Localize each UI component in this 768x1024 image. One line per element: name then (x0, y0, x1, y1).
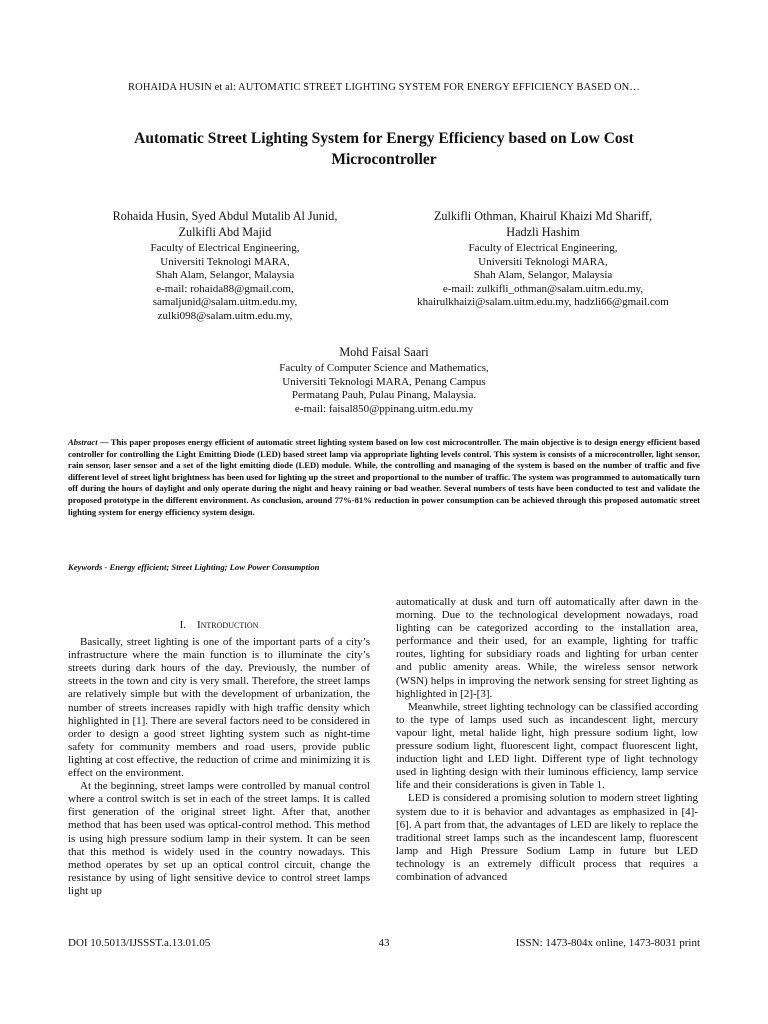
keywords: Keywords - Energy efficient; Street Lighting; Low Power Consumption (68, 562, 320, 572)
affiliation-line: Faculty of Computer Science and Mathematics, (279, 362, 489, 374)
body-paragraph: Meanwhile, street lighting technology can be classified according to the type of lamps used such as incandescent light, mercury vapour light, metal halide light, high pressure sodium light, low pressure sodium light, fluorescent light, compact fluorescent light, induction light and LED light. Different type of light technology used in lighting design with their luminous efficiency, lamp service life and their considerations is given in Table 1. (396, 700, 698, 792)
section-title: Introduction (196, 619, 259, 631)
body-paragraph: At the beginning, street lamps were controlled by manual control where a control switch is set in each of the street lamps. It is called first generation of the original street light. After that, another method that has been used was optical-control method. This method is using high pressure sodium lamp in their system. It can be seen that this method is widely used in the country nowadays. This method operates by set up an optical control circuit, change the resistance by using of light sensitive device to control street lamps light up (68, 780, 370, 897)
left-column (68, 613, 370, 898)
footer-issn: ISSN: 1473-804x online, 1473-8031 print (515, 937, 700, 949)
author-block (384, 208, 702, 310)
affiliation-line: Shah Alam, Selangor, Malaysia (155, 269, 295, 282)
author-names-line: Mohd Faisal Saari (339, 345, 429, 359)
affiliation-line: Shah Alam, Selangor, Malaysia (473, 269, 613, 282)
author-names-line: Hadzli Hashim (506, 225, 580, 239)
author-block (66, 208, 384, 324)
body-paragraph: Basically, street lighting is one of the important parts of a city’s infrastructure where the main function is to illuminate the city’s streets during dark hours of the day. Previously, the number of streets in the town and city is very small. Therefore, the street lamps are relatively simple but with the development of urbanization, the number of streets increases rapidly with high traffic density which highlighted in [1]. There are several factors need to be considered in order to design a good street lighting system such as night-time safety for community members and road users, provide public lighting at cost effective, the reduction of crime and minimizing it is effect on the environment. (68, 636, 370, 780)
page-number: 43 (378, 937, 390, 949)
running-header: ROHAIDA HUSIN et al: AUTOMATIC STREET LIGHTING SYSTEM FOR ENERGY EFFICIENCY BASED ON… (128, 82, 640, 93)
author-names (184, 344, 584, 360)
email-line: e-mail: rohaida88@gmail.com, (156, 282, 294, 295)
abstract-label: Abstract (68, 437, 98, 447)
section-heading (68, 619, 370, 632)
abstract-text: — This paper proposes energy efficient of automatic street lighting system based on low cost microcontroller. The main objective is to design energy efficient based controller for controlling the Light Emitting Diode (LED) based street lamp via appropriate lighting levels control. This system is consists of a microcontroller, light sensor, rain sensor, laser sensor and a set of the light emitting diode (LED) module. While, the controlling and managing of the system is based on the number of traffic and five different level of street light brightness has been used for lighting up the street and proportional to the number of traffic. The system was programmed to automatically turn off during the hours of daylight and only operate during the night and heavy raining or bad weather. Several numbers of tests have been conducted to test and validate the proposed prototype in the different environment. As conclusion, around 77%-81% reduction in power consumption can be achieved through this proposed automatic street lighting system for energy efficiency system design. (68, 437, 700, 517)
author-names-line: Rohaida Husin, Syed Abdul Mutalib Al Junid, (112, 209, 338, 223)
affiliation-line: Faculty of Electrical Engineering, (468, 242, 618, 254)
abstract (68, 437, 700, 518)
footer-doi: DOI 10.5013/IJSSST.a.13.01.05 (68, 937, 211, 949)
author-names-line: Zulkifli Othman, Khairul Khaizi Md Shariff, (433, 209, 653, 223)
paper-title: Automatic Street Lighting System for Energy Efficiency based on Low Cost Microcontroller (134, 130, 634, 168)
email-line: e-mail: zulkifli_othman@salam.uitm.edu.my, (442, 282, 644, 295)
body-paragraph: automatically at dusk and turn off automatically after dawn in the morning. Due to the technological development nowadays, road lighting can be categorized according to the installation area, performance and their used, for an example, lighting for traffic routes, lighting for subsidiary roads and lighting for urban center and public amenity areas. While, the wireless sensor network (WSN) helps in improving the network sensing for street lighting as highlighted in [2]-[3]. (396, 596, 698, 700)
email-line: e-mail: faisal850@ppinang.uitm.edu.my (294, 402, 474, 415)
affiliation-line: Universiti Teknologi MARA, (160, 255, 290, 268)
author-names-line: Zulkifli Abd Majid (178, 225, 272, 239)
email-line: zulki098@salam.uitm.edu.my, (157, 309, 293, 322)
affiliation-line: Permatang Pauh, Pulau Pinang, Malaysia. (291, 389, 477, 402)
body-paragraph: LED is considered a promising solution to modern street lighting system due to it is behavior and advantages as emphasized in [4]-[6]. A part from that, the advantages of LED are likely to replace the traditional street lamps such as the incandescent lamp, fluorescent lamp and High Pressure Sodium Lamp in future but LED technology is an extremely difficult process that requires a combination of advanced (396, 792, 698, 883)
email-line: samaljunid@salam.uitm.edu.my, (152, 296, 298, 309)
author-names (384, 208, 702, 240)
affiliation-line: Faculty of Electrical Engineering, (150, 242, 300, 254)
affiliation-line: Universiti Teknologi MARA, Penang Campus (282, 375, 486, 388)
right-column (396, 596, 698, 884)
affiliation-line: Universiti Teknologi MARA, (478, 255, 608, 268)
author-names (66, 208, 384, 240)
email-line: khairulkhaizi@salam.uitm.edu.my, hadzli66@gmail.com (417, 296, 669, 309)
section-number: I. (179, 619, 186, 631)
author-block (184, 344, 584, 416)
